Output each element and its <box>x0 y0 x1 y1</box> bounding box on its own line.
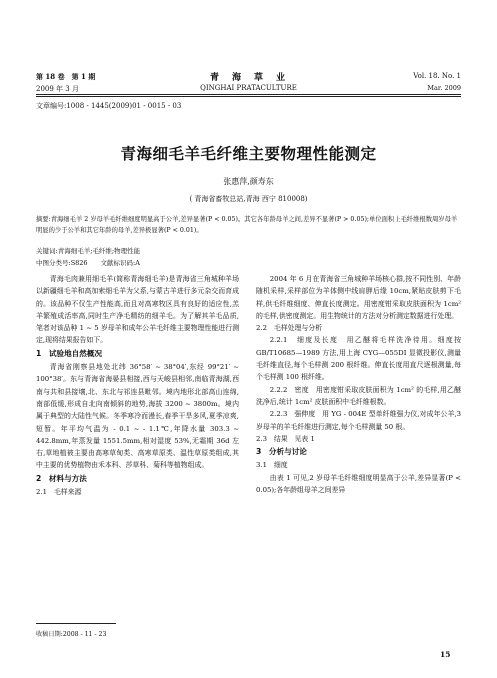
page-number: 15 <box>440 650 451 659</box>
abstract: 摘要:青海细毛羊 2 岁母羊毛纤维细度明显高于公羊,差异显著(P < 0.05)。其它各年龄母羊之间,差异不显著(P > 0.05);单位面积上毛纤维根数周岁母羊明显的少于公羊和其它年龄的母羊,差异极显著(P < 0.01)。 <box>36 216 458 234</box>
paper-title: 青海细毛羊毛纤维主要物理性能测定 <box>120 145 377 163</box>
left-column <box>36 273 239 498</box>
subsection-heading: 3.1 细度 <box>256 461 288 470</box>
volume-issue: 第 18 卷 第 1 期 <box>36 72 96 81</box>
subsection-heading: 2.2 毛样处理与分析 <box>256 324 323 333</box>
affiliation: ( 青海省畜牧总站,青海 西宁 810008) <box>189 195 308 203</box>
keywords: 关键词:青海细毛羊;毛纤维;物理性能 <box>36 247 141 255</box>
journal-name-en: QINGHAI PRATACULTURE <box>200 84 297 92</box>
header-rule <box>36 94 461 95</box>
subsection-heading: 2.1 毛样来源 <box>36 488 82 497</box>
right-column <box>256 273 461 496</box>
volume-issue-en: Vol. 18. No. 1 <box>413 72 461 80</box>
classification: 中图分类号:S826 文献标识码:A <box>36 259 140 267</box>
paragraph: 青海毛肉兼用细毛羊(简称青海细毛羊)是青海省三角城种羊场以新疆细毛羊和高加索细毛羊为父系,与蒙古羊进行多元杂交而育成的。该品种不仅生产性能高,而且对高寒牧区具有良好的适应性,羔羊繁殖成活率高,同时生产净毛精纺的细羊毛。为了解其羊毛品质,笔者对该品种 1 ~ 5 岁母羊和成年公羊毛纤维主要物理性能进行测定,现将结果报告如下。 <box>36 275 239 345</box>
section-heading: 2 材料与方法 <box>36 473 87 483</box>
paragraph: 2.2.1 细度及长度 用乙醚将毛样洗净待用。细度按 GB/T10685—1989 方法,用上海 CYG—055DI 显微投影仪,测量毛纤维直径,每个毛样测 200 根纤维。伸直长度用直尺逐根测量,每个毛样测 100 根纤维。 <box>256 336 461 382</box>
footnote-rule <box>36 623 116 624</box>
journal-name: 青 海 草 业 <box>209 73 287 83</box>
paragraph: 青海省刚察县地处北纬 36°58′ ~ 38°04′,东经 99°21′ ~ 100°38′。东与青海省海晏县相接,西与天峻县相邻,南临青海湖,西南与共和县接壤,北、东北与祁连县毗邻。境内地形北部高山连绵,南部低缓,形成自北向南倾斜的地势,海拔 3200 ~ 3800m。境内属于典型的大陆性气候。冬季寒冷而漫长,春季干旱多风,夏季凉爽,短暂。年平均气温为 - 0.1 ~ - 1.1℃,年降水量 303.3 ~ 442.8mm,年蒸发量 1551.5mm,相对湿度 53%,无霜期 36d 左右,草地植被主要由高寒草甸类、高寒草原类、温性草原类组成,其中主要的优势植物由禾本科、莎草科、菊科等植物组成。 <box>36 363 239 470</box>
paragraph: 由表 1 可见,2 岁母羊毛纤维细度明显高于公羊,差异显著(P < 0.05);各年龄组母羊之间差异 <box>256 473 461 495</box>
issue-date-en: Mar. 2009 <box>427 84 461 92</box>
header-rule-thin <box>36 96 461 97</box>
article-id: 文章编号:1008 - 1445(2009)01 - 0015 - 03 <box>36 102 182 110</box>
section-heading: 1 试验地自然概况 <box>36 348 103 358</box>
paragraph: 2.2.2 密度 用密度钳采取皮肤面积为 1cm² 的毛样,用乙醚洗净后,统计 1cm² 皮肤面积中毛纤维根数。 <box>256 385 461 406</box>
authors: 张惠萍,颜寿东 <box>223 177 274 186</box>
subsection-heading: 2.3 结果 见表 1 <box>256 434 315 443</box>
section-heading: 3 分析与讨论 <box>256 447 307 457</box>
issue-date: 2009 年 3 月 <box>36 85 79 93</box>
paragraph: 2004 年 6 月在青海省三角城种羊场核心群,按不同性别、年龄随机采样,采样部位为羊体侧中线肩胛后缘 10cm,紧贴皮肤剪下毛样,供毛纤维细度、伸直长度测定。用密度钳采取皮肤面积为 1cm² 的毛样,供密度测定。用生物统计的方法对分析测定数据进行处理。 <box>256 275 461 320</box>
paragraph: 2.2.3 强伸度 用 YG - 004E 型单纤维强力仪,对成年公羊,3 岁母羊的羊毛纤维进行测定,每个毛样测量 50 根。 <box>256 410 461 431</box>
received-date: 收稿日期:2008 - 11 - 23 <box>36 631 107 638</box>
